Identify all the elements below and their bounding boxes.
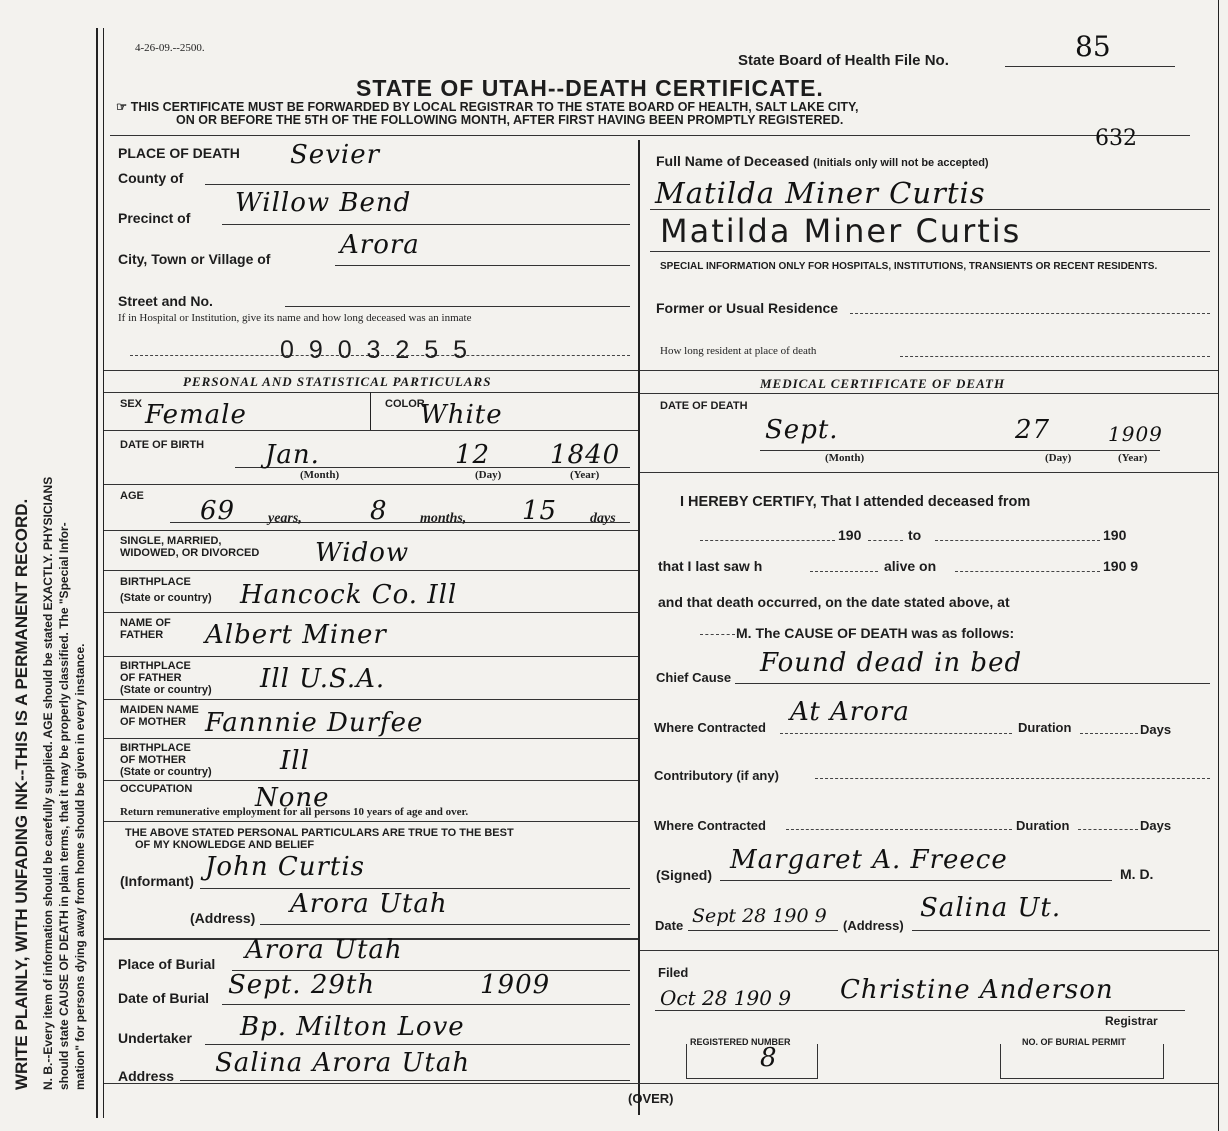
registered-number-value: 8	[760, 1043, 778, 1073]
side-main-note: WRITE PLAINLY, WITH UNFADING INK--THIS IS A PERMANENT RECORD.	[12, 498, 31, 1090]
place-heading: PLACE OF DEATH	[118, 145, 240, 161]
instruction-line-1: ☞ THIS CERTIFICATE MUST BE FORWARDED BY LOCAL REGISTRAR TO THE STATE BOARD OF HEALTH, SALT LAKE CITY,	[116, 100, 859, 114]
date-signed-line	[688, 930, 838, 931]
death-month-caption: (Month)	[825, 452, 865, 464]
father-bp-label-1: BIRTHPLACE	[120, 660, 191, 672]
mother-label-2: OF MOTHER	[120, 716, 186, 728]
physician-address-label: (Address)	[843, 918, 904, 933]
row-rule-1	[104, 430, 638, 431]
side-note-3: mation" for persons dying away from home should be given in every instance.	[73, 643, 87, 1090]
file-number: 85	[1075, 30, 1111, 63]
true-statement-1: THE ABOVE STATED PERSONAL PARTICULARS ARE TRUE TO THE BEST	[125, 827, 514, 839]
deceased-name-handwritten: Matilda Miner Curtis	[655, 176, 986, 210]
true-statement-2: OF MY KNOWLEDGE AND BELIEF	[135, 839, 315, 851]
burial-date-line	[222, 1004, 630, 1005]
sex-label: SEX	[120, 398, 143, 410]
dob-year-caption: (Year)	[570, 469, 600, 481]
instruction-line-2: ON OR BEFORE THE 5TH OF THE FOLLOWING MONTH, AFTER FIRST HAVING BEEN PROMPTLY REGISTERED.	[176, 113, 844, 127]
marital-label-2: WIDOWED, OR DIVORCED	[120, 547, 260, 559]
where-contracted-2-line	[786, 829, 1012, 830]
street-label: Street and No.	[118, 293, 213, 309]
chief-cause-line	[735, 683, 1210, 684]
father-label-2: FATHER	[120, 629, 164, 641]
informant-address-line	[260, 924, 630, 925]
dob-month-caption: (Month)	[300, 469, 340, 481]
physician-signature: Margaret A. Freece	[730, 845, 1008, 875]
row-rule-2	[104, 484, 638, 485]
row-rule-5	[104, 612, 638, 613]
informant-address-label: (Address)	[190, 910, 256, 926]
undertaker-address-label: Address	[118, 1068, 175, 1084]
row-rule-7	[104, 699, 638, 700]
death-year: 1909	[1108, 422, 1163, 446]
attended-to-year: 190	[1103, 527, 1127, 543]
death-month: Sept.	[765, 415, 839, 445]
county-value: Sevier	[290, 140, 381, 170]
where-contracted-value: At Arora	[790, 697, 910, 727]
days-label: Days	[1140, 722, 1172, 737]
where-contracted-2-label: Where Contracted	[654, 818, 766, 833]
side-note-2: should state CAUSE OF DEATH in plain terms, that it may be properly classified. The "Special Infor-	[57, 522, 71, 1090]
color-value: White	[420, 400, 503, 430]
dob-day-caption: (Day)	[475, 469, 502, 481]
death-day: 27	[1015, 415, 1051, 445]
side-note-1: N. B.--Every item of information should be carefully supplied. AGE should be stated EXACTLY. PHYSICIANS	[41, 476, 55, 1090]
mother-bp-label-1: BIRTHPLACE	[120, 742, 191, 754]
birthplace-label-1: BIRTHPLACE	[120, 576, 191, 588]
county-label: County of	[118, 170, 184, 186]
years-word: years,	[268, 511, 302, 526]
informant-address-value: Arora Utah	[290, 889, 448, 919]
medical-row-rule	[640, 472, 1218, 473]
alive-on-year: 190 9	[1103, 558, 1139, 574]
precinct-label: Precinct of	[118, 210, 191, 226]
father-bp-label-2: OF FATHER	[120, 672, 182, 684]
occurred-line	[700, 634, 735, 635]
filed-date: Oct 28 190 9	[660, 986, 792, 1010]
residence-line	[850, 313, 1210, 314]
date-of-death-line	[760, 450, 1160, 451]
sex-color-divider	[370, 392, 371, 430]
instruction-text-1: THIS CERTIFICATE MUST BE FORWARDED BY LOCAL REGISTRAR TO THE STATE BOARD OF HEALTH, SALT LAKE CITY,	[130, 100, 859, 114]
months-word: months,	[420, 511, 467, 526]
personal-bottom-rule	[104, 392, 638, 393]
registered-number-label: REGISTERED NUMBER	[690, 1037, 791, 1047]
undertaker-address-line	[180, 1080, 630, 1081]
city-label: City, Town or Village of	[118, 251, 271, 267]
cause-statement: M. The CAUSE OF DEATH was as follows:	[736, 625, 1015, 641]
how-long-line	[900, 356, 1210, 357]
over-label: (OVER)	[628, 1091, 674, 1106]
county-line	[205, 184, 630, 185]
date-signed-label: Date	[655, 918, 684, 933]
left-border-inner	[103, 28, 104, 1118]
file-number-label: State Board of Health File No.	[738, 52, 949, 69]
attended-from-line	[700, 540, 835, 541]
medical-bottom-rule	[640, 393, 1218, 394]
left-border	[96, 28, 98, 1118]
informant-label: (Informant)	[120, 873, 194, 889]
undertaker-address-value: Salina Arora Utah	[215, 1048, 471, 1078]
row-rule-6	[104, 656, 638, 657]
row-rule-8	[104, 738, 638, 739]
father-bp-label-3: (State or country)	[120, 684, 212, 696]
deceased-name-line-2	[650, 251, 1210, 252]
days-word: days	[590, 511, 616, 526]
father-label-1: NAME OF	[120, 617, 171, 629]
where-contracted-line	[780, 733, 1012, 734]
mother-value: Fannnie Durfee	[205, 708, 424, 738]
duration-2-line	[1078, 829, 1138, 830]
filed-line	[655, 1010, 1185, 1011]
deceased-name-printed: Matilda Miner Curtis	[660, 212, 1022, 250]
page-title: STATE OF UTAH--DEATH CERTIFICATE.	[356, 75, 824, 101]
mother-label-1: MAIDEN NAME	[120, 704, 199, 716]
right-border	[1218, 0, 1219, 1131]
burial-place-value: Arora Utah	[245, 935, 403, 965]
marital-label-1: SINGLE, MARRIED,	[120, 535, 222, 547]
dob-day: 12	[455, 440, 491, 470]
how-long-label: How long resident at place of death	[660, 345, 817, 357]
corner-number: 632	[1095, 126, 1137, 151]
deceased-name-note: (Initials only will not be accepted)	[813, 157, 989, 169]
birthplace-value: Hancock Co. Ill	[240, 580, 458, 610]
burial-year-value: 1909	[480, 970, 551, 1000]
registered-number-box	[686, 1044, 818, 1079]
chief-cause-label: Chief Cause	[656, 670, 732, 685]
certify-statement: I HEREBY CERTIFY, That I attended deceased from	[680, 494, 1031, 510]
personal-heading: PERSONAL AND STATISTICAL PARTICULARS	[183, 374, 492, 389]
filed-top-rule	[640, 950, 1218, 951]
city-value: Arora	[340, 230, 420, 260]
father-bp-value: Ill U.S.A.	[260, 664, 386, 694]
contributory-line	[815, 778, 1210, 779]
age-label: AGE	[120, 490, 144, 502]
last-saw-label: that I last saw h	[658, 558, 763, 574]
residence-label: Former or Usual Residence	[656, 300, 839, 316]
attended-to-line	[935, 540, 1100, 541]
age-line	[170, 522, 630, 523]
burial-permit-box	[1000, 1044, 1164, 1079]
deceased-name-label	[656, 153, 989, 169]
age-days: 15	[522, 496, 558, 526]
signed-label: (Signed)	[656, 867, 712, 883]
duration-label: Duration	[1018, 720, 1072, 735]
mother-bp-label-2: OF MOTHER	[120, 754, 186, 766]
occupation-value: None	[255, 783, 330, 813]
physician-address-value: Salina Ut.	[920, 893, 1062, 923]
date-of-death-label: DATE OF DEATH	[660, 400, 748, 412]
bottom-rule	[104, 1083, 1218, 1084]
marital-value: Widow	[315, 538, 410, 568]
days-2-label: Days	[1140, 818, 1172, 833]
medical-top-rule	[640, 370, 1218, 371]
medical-heading: MEDICAL CERTIFICATE OF DEATH	[760, 376, 1006, 391]
color-label: COLOR	[385, 398, 425, 410]
contributory-label: Contributory (if any)	[654, 768, 779, 783]
street-line	[285, 306, 630, 307]
precinct-line	[222, 224, 630, 225]
signed-line	[720, 880, 1112, 881]
date-signed-value: Sept 28 190 9	[692, 905, 827, 927]
alive-on-label: alive on	[884, 558, 937, 574]
birthplace-label-2: (State or country)	[120, 592, 212, 604]
form-code: 4-26-09.--2500.	[135, 42, 205, 54]
dob-label: DATE OF BIRTH	[120, 439, 205, 451]
row-rule-10	[104, 821, 638, 822]
precinct-value: Willow Bend	[235, 188, 412, 218]
where-contracted-label: Where Contracted	[654, 720, 766, 735]
header-rule	[110, 135, 1190, 136]
occurred-statement: and that death occurred, on the date stated above, at	[658, 594, 1010, 610]
file-number-line	[1005, 66, 1175, 67]
row-rule-4	[104, 570, 638, 571]
registrar-signature: Christine Anderson	[840, 975, 1114, 1005]
alive-on-line	[955, 571, 1100, 572]
death-day-caption: (Day)	[1045, 452, 1072, 464]
sex-value: Female	[145, 400, 247, 430]
stamp-number: 0 9 0 3 2 5 5	[280, 336, 472, 364]
burial-date-label: Date of Burial	[118, 990, 210, 1006]
death-year-caption: (Year)	[1118, 452, 1148, 464]
father-value: Albert Miner	[205, 620, 387, 650]
side-notes	[8, 40, 88, 1090]
occupation-note: Return remunerative employment for all persons 10 years of age and over.	[120, 806, 469, 818]
age-months: 8	[370, 496, 388, 526]
burial-place-label: Place of Burial	[118, 956, 216, 972]
mother-bp-label-3: (State or country)	[120, 766, 212, 778]
city-line	[335, 265, 630, 266]
dob-year: 1840	[550, 440, 621, 470]
registrar-label: Registrar	[1105, 1014, 1158, 1028]
age-years: 69	[200, 496, 236, 526]
physician-address-line	[912, 930, 1210, 931]
burial-permit-label: NO. OF BURIAL PERMIT	[1022, 1037, 1126, 1047]
undertaker-label: Undertaker	[118, 1030, 192, 1046]
personal-top-rule	[104, 370, 638, 371]
filed-label: Filed	[658, 965, 689, 980]
undertaker-value: Bp. Milton Love	[240, 1012, 465, 1042]
deceased-name-label-text: Full Name of Deceased	[656, 153, 810, 169]
undertaker-line	[205, 1044, 630, 1045]
hospital-note: If in Hospital or Institution, give its name and how long deceased was an inmate	[118, 312, 472, 324]
mother-bp-value: Ill	[280, 746, 310, 776]
row-rule-9	[104, 780, 638, 781]
md-label: M. D.	[1120, 866, 1154, 882]
burial-date-value: Sept. 29th	[228, 970, 376, 1000]
last-saw-line	[810, 571, 878, 572]
chief-cause-value: Found dead in bed	[760, 648, 1023, 678]
informant-value: John Curtis	[205, 852, 366, 882]
duration-line	[1080, 733, 1138, 734]
special-info-note: SPECIAL INFORMATION ONLY FOR HOSPITALS, INSTITUTIONS, TRANSIENTS OR RECENT RESIDENTS.	[660, 261, 1158, 272]
attended-mid-line	[868, 540, 903, 541]
occupation-label: OCCUPATION	[120, 783, 193, 795]
attended-from-year: 190	[838, 527, 862, 543]
duration-2-label: Duration	[1016, 818, 1070, 833]
dob-month: Jan.	[265, 440, 320, 470]
row-rule-3	[104, 530, 638, 531]
to-word: to	[908, 527, 922, 543]
center-divider	[638, 140, 640, 1115]
